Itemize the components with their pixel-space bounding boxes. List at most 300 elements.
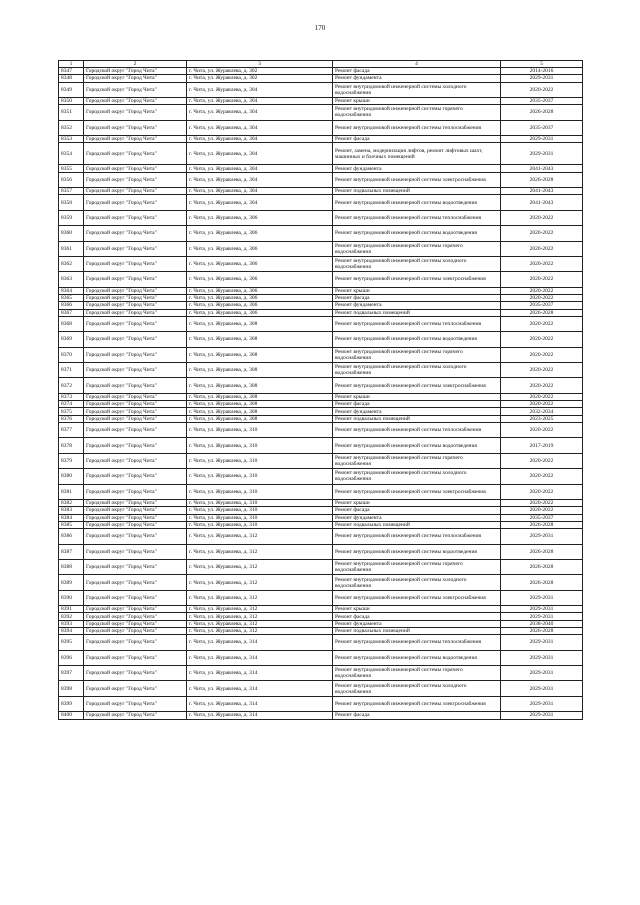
cell-period: 2020-2022 [501,507,583,514]
cell-number: 8353 [59,136,84,143]
table-row [59,408,583,415]
cell-address: г. Чита, ул. Журавлева, д. 306 [187,287,333,294]
cell-work-type: Ремонт фасада [333,712,501,719]
table-row [59,393,583,400]
cell-number: 8384 [59,514,84,521]
table-row [59,514,583,521]
cell-number: 8363 [59,272,84,287]
cell-work-type: Ремонт внутридомовой инженерной системы горячего водоснабжения [333,453,501,468]
cell-work-type: Ремонт внутридомовой инженерной системы электроснабжения [333,378,501,393]
cell-period: 2020-2022 [501,469,583,484]
cell-period: 2020-2022 [501,256,583,271]
cell-work-type: Ремонт фасада [333,68,501,75]
cell-work-type: Ремонт внутридомовой инженерной системы горячего водоснабжения [333,347,501,362]
cell-address: г. Чита, ул. Журавлева, д. 306 [187,309,333,316]
cell-number: 8379 [59,453,84,468]
table-row [59,423,583,438]
cell-work-type: Ремонт внутридомовой инженерной системы холодного водоснабжения [333,256,501,271]
cell-number: 8356 [59,172,84,187]
cell-period: 2017-2019 [501,438,583,453]
cell-number: 8357 [59,188,84,195]
header-col-address: 3 [187,61,333,68]
cell-work-type: Ремонт внутридомовой инженерной системы электроснабжения [333,696,501,711]
cell-municipality: Городской округ "Город Чита" [84,514,187,521]
cell-number: 8394 [59,628,84,635]
table-row [59,438,583,453]
table-row [59,75,583,82]
cell-period: 2029-2031 [501,529,583,544]
cell-work-type: Ремонт внутридомовой инженерной системы теплоснабжения [333,120,501,135]
cell-municipality: Городской округ "Город Чита" [84,635,187,650]
table-row [59,606,583,613]
cell-municipality: Городской округ "Город Чита" [84,469,187,484]
cell-work-type: Ремонт внутридомовой инженерной системы водоотведения [333,195,501,210]
table-row [59,332,583,347]
table-row [59,521,583,528]
cell-number: 8351 [59,105,84,120]
cell-municipality: Городской округ "Город Чита" [84,628,187,635]
cell-address: г. Чита, ул. Журавлева, д. 310 [187,521,333,528]
cell-number: 8391 [59,606,84,613]
cell-work-type: Ремонт внутридомовой инженерной системы горячего водоснабжения [333,241,501,256]
cell-period: 2029-2031 [501,666,583,681]
cell-period: 2020-2022 [501,82,583,97]
cell-work-type: Ремонт внутридомовой инженерной системы водоотведения [333,332,501,347]
table-body [59,68,583,720]
cell-number: 8358 [59,195,84,210]
cell-number: 8397 [59,666,84,681]
cell-number: 8398 [59,681,84,696]
table-row [59,696,583,711]
cell-period: 2026-2028 [501,309,583,316]
cell-period: 2035-2037 [501,120,583,135]
cell-work-type: Ремонт фасада [333,401,501,408]
cell-work-type: Ремонт внутридомовой инженерной системы теплоснабжения [333,529,501,544]
table-row [59,120,583,135]
cell-municipality: Городской округ "Город Чита" [84,332,187,347]
page-number: 170 [314,24,326,32]
cell-address: г. Чита, ул. Журавлева, д. 310 [187,453,333,468]
cell-address: г. Чита, ул. Журавлева, д. 310 [187,469,333,484]
table-row [59,650,583,665]
cell-address: г. Чита, ул. Журавлева, д. 306 [187,226,333,241]
cell-address: г. Чита, ул. Журавлева, д. 312 [187,620,333,627]
cell-period: 2026-2028 [501,559,583,574]
cell-municipality: Городской округ "Город Чита" [84,408,187,415]
cell-number: 8376 [59,415,84,422]
cell-number: 8390 [59,590,84,605]
cell-address: г. Чита, ул. Журавлева, д. 306 [187,302,333,309]
cell-work-type: Ремонт крыши [333,393,501,400]
cell-number: 8370 [59,347,84,362]
cell-number: 8354 [59,143,84,165]
cell-municipality: Городской округ "Город Чита" [84,143,187,165]
cell-work-type: Ремонт внутридомовой инженерной системы холодного водоснабжения [333,469,501,484]
cell-municipality: Городской округ "Город Чита" [84,575,187,590]
cell-municipality: Городской округ "Город Чита" [84,75,187,82]
cell-address: г. Чита, ул. Журавлева, д. 304 [187,188,333,195]
cell-address: г. Чита, ул. Журавлева, д. 314 [187,681,333,696]
table-row [59,82,583,97]
table-row [59,635,583,650]
cell-address: г. Чита, ул. Журавлева, д. 312 [187,590,333,605]
cell-work-type: Ремонт внутридомовой инженерной системы горячего водоснабжения [333,105,501,120]
cell-work-type: Ремонт крыши [333,287,501,294]
cell-number: 8377 [59,423,84,438]
cell-address: г. Чита, ул. Журавлева, д. 304 [187,105,333,120]
cell-address: г. Чита, ул. Журавлева, д. 312 [187,628,333,635]
cell-period: 2026-2028 [501,521,583,528]
cell-period: 2035-2037 [501,514,583,521]
cell-work-type: Ремонт внутридомовой инженерной системы горячего водоснабжения [333,666,501,681]
capital-repair-table [58,60,583,720]
cell-period: 2026-2028 [501,105,583,120]
cell-work-type: Ремонт внутридомовой инженерной системы водоотведения [333,544,501,559]
cell-municipality: Городской округ "Город Чита" [84,613,187,620]
cell-work-type: Ремонт внутридомовой инженерной системы электроснабжения [333,272,501,287]
cell-municipality: Городской округ "Город Чита" [84,378,187,393]
table-row [59,613,583,620]
cell-work-type: Ремонт подвальных помещений [333,309,501,316]
cell-address: г. Чита, ул. Журавлева, д. 312 [187,529,333,544]
cell-number: 8385 [59,521,84,528]
table-row [59,316,583,331]
table-row [59,559,583,574]
cell-work-type: Ремонт внутридомовой инженерной системы горячего водоснабжения [333,559,501,574]
cell-work-type: Ремонт крыши [333,606,501,613]
cell-period: 2020-2022 [501,332,583,347]
table-row [59,378,583,393]
cell-number: 8392 [59,613,84,620]
cell-number: 8372 [59,378,84,393]
cell-period: 2020-2022 [501,378,583,393]
table-row [59,68,583,75]
cell-address: г. Чита, ул. Журавлева, д. 306 [187,241,333,256]
cell-address: г. Чита, ул. Журавлева, д. 310 [187,514,333,521]
cell-period: 2029-2031 [501,136,583,143]
cell-municipality: Городской округ "Город Чита" [84,316,187,331]
cell-address: г. Чита, ул. Журавлева, д. 304 [187,136,333,143]
cell-number: 8386 [59,529,84,544]
cell-number: 8395 [59,635,84,650]
cell-municipality: Городской округ "Город Чита" [84,363,187,378]
cell-work-type: Ремонт фундамента [333,165,501,172]
table-row [59,484,583,499]
header-col-period: 5 [501,61,583,68]
table-row [59,287,583,294]
cell-period: 2041-2043 [501,195,583,210]
cell-period: 2020-2022 [501,272,583,287]
cell-municipality: Городской округ "Город Чита" [84,681,187,696]
cell-period: 2029-2031 [501,681,583,696]
cell-municipality: Городской округ "Город Чита" [84,423,187,438]
cell-work-type: Ремонт подвальных помещений [333,521,501,528]
table-row [59,469,583,484]
cell-number: 8396 [59,650,84,665]
cell-address: г. Чита, ул. Журавлева, д. 310 [187,423,333,438]
cell-municipality: Городской округ "Город Чита" [84,256,187,271]
cell-period: 2035-2037 [501,97,583,104]
table-row [59,347,583,362]
cell-address: г. Чита, ул. Журавлева, д. 310 [187,438,333,453]
cell-number: 8381 [59,484,84,499]
cell-period: 2020-2022 [501,316,583,331]
cell-address: г. Чита, ул. Журавлева, д. 306 [187,210,333,225]
cell-number: 8368 [59,316,84,331]
table-row [59,666,583,681]
cell-address: г. Чита, ул. Журавлева, д. 310 [187,507,333,514]
cell-address: г. Чита, ул. Журавлева, д. 308 [187,363,333,378]
table-row [59,453,583,468]
cell-number: 8383 [59,507,84,514]
cell-municipality: Городской округ "Город Чита" [84,188,187,195]
cell-number: 8361 [59,241,84,256]
cell-period: 2041-2043 [501,165,583,172]
table-row [59,499,583,506]
cell-number: 8366 [59,302,84,309]
cell-work-type: Ремонт, замена, модернизация лифтов, ремонт лифтовых шахт, машинных и блочных помещений [333,143,501,165]
cell-number: 8350 [59,97,84,104]
cell-municipality: Городской округ "Город Чита" [84,302,187,309]
cell-number: 8382 [59,499,84,506]
header-col-municipality: 2 [84,61,187,68]
cell-number: 8348 [59,75,84,82]
cell-period: 2026-2028 [501,575,583,590]
table-row [59,529,583,544]
cell-period: 2029-2031 [501,650,583,665]
table-row [59,712,583,719]
cell-address: г. Чита, ул. Журавлева, д. 314 [187,696,333,711]
cell-number: 8365 [59,294,84,301]
cell-municipality: Городской округ "Город Чита" [84,172,187,187]
cell-work-type: Ремонт внутридомовой инженерной системы холодного водоснабжения [333,575,501,590]
cell-period: 2014-2016 [501,68,583,75]
cell-period: 2020-2022 [501,484,583,499]
cell-number: 8375 [59,408,84,415]
cell-municipality: Городской округ "Город Чита" [84,606,187,613]
cell-work-type: Ремонт внутридомовой инженерной системы теплоснабжения [333,635,501,650]
cell-number: 8378 [59,438,84,453]
cell-period: 2020-2022 [501,294,583,301]
cell-municipality: Городской округ "Город Чита" [84,590,187,605]
cell-address: г. Чита, ул. Журавлева, д. 308 [187,408,333,415]
cell-number: 8364 [59,287,84,294]
cell-municipality: Городской округ "Город Чита" [84,499,187,506]
cell-address: г. Чита, ул. Журавлева, д. 304 [187,143,333,165]
cell-municipality: Городской округ "Город Чита" [84,165,187,172]
cell-address: г. Чита, ул. Журавлева, д. 314 [187,666,333,681]
cell-municipality: Городской округ "Город Чита" [84,620,187,627]
cell-municipality: Городской округ "Город Чита" [84,272,187,287]
cell-period: 2029-2031 [501,143,583,165]
cell-municipality: Городской округ "Город Чита" [84,226,187,241]
table-row [59,241,583,256]
cell-period: 2020-2022 [501,347,583,362]
cell-period: 2020-2022 [501,226,583,241]
cell-number: 8389 [59,575,84,590]
cell-number: 8359 [59,210,84,225]
cell-municipality: Городской округ "Город Чита" [84,210,187,225]
cell-address: г. Чита, ул. Журавлева, д. 306 [187,294,333,301]
table-row [59,195,583,210]
cell-municipality: Городской округ "Город Чита" [84,415,187,422]
cell-municipality: Городской округ "Город Чита" [84,401,187,408]
table-row [59,105,583,120]
cell-number: 8393 [59,620,84,627]
cell-work-type: Ремонт фасада [333,613,501,620]
cell-work-type: Ремонт внутридомовой инженерной системы водоотведения [333,226,501,241]
cell-work-type: Ремонт внутридомовой инженерной системы теплоснабжения [333,423,501,438]
table-row [59,256,583,271]
cell-address: г. Чита, ул. Журавлева, д. 312 [187,544,333,559]
cell-period: 2029-2031 [501,696,583,711]
cell-municipality: Городской округ "Город Чита" [84,529,187,544]
cell-address: г. Чита, ул. Журавлева, д. 310 [187,484,333,499]
cell-number: 8373 [59,393,84,400]
cell-work-type: Ремонт фасада [333,507,501,514]
cell-period: 2029-2031 [501,590,583,605]
cell-number: 8347 [59,68,84,75]
cell-address: г. Чита, ул. Журавлева, д. 308 [187,332,333,347]
table-row [59,143,583,165]
table-row [59,575,583,590]
cell-number: 8369 [59,332,84,347]
cell-address: г. Чита, ул. Журавлева, д. 308 [187,316,333,331]
cell-work-type: Ремонт фундамента [333,75,501,82]
table-row [59,628,583,635]
cell-address: г. Чита, ул. Журавлева, д. 308 [187,347,333,362]
cell-work-type: Ремонт фундамента [333,408,501,415]
table-row [59,294,583,301]
cell-period: 2026-2028 [501,628,583,635]
cell-work-type: Ремонт подвальных помещений [333,628,501,635]
cell-municipality: Городской округ "Город Чита" [84,105,187,120]
cell-municipality: Городской округ "Город Чита" [84,294,187,301]
cell-municipality: Городской округ "Город Чита" [84,82,187,97]
cell-address: г. Чита, ул. Журавлева, д. 304 [187,165,333,172]
cell-address: г. Чита, ул. Журавлева, д. 312 [187,559,333,574]
cell-number: 8371 [59,363,84,378]
table-row [59,136,583,143]
cell-number: 8387 [59,544,84,559]
cell-period: 2026-2028 [501,172,583,187]
cell-work-type: Ремонт подвальных помещений [333,415,501,422]
cell-municipality: Городской округ "Город Чита" [84,544,187,559]
cell-address: г. Чита, ул. Журавлева, д. 314 [187,635,333,650]
cell-municipality: Городской округ "Город Чита" [84,507,187,514]
cell-municipality: Городской округ "Город Чита" [84,136,187,143]
cell-municipality: Городской округ "Город Чита" [84,97,187,104]
cell-period: 2020-2022 [501,453,583,468]
cell-period: 2020-2022 [501,423,583,438]
cell-number: 8352 [59,120,84,135]
cell-number: 8374 [59,401,84,408]
cell-work-type: Ремонт внутридомовой инженерной системы водоотведения [333,650,501,665]
cell-municipality: Городской округ "Город Чита" [84,347,187,362]
table-row [59,544,583,559]
cell-address: г. Чита, ул. Журавлева, д. 308 [187,415,333,422]
cell-period: 2029-2031 [501,635,583,650]
cell-address: г. Чита, ул. Журавлева, д. 312 [187,606,333,613]
cell-work-type: Ремонт внутридомовой инженерной системы холодного водоснабжения [333,82,501,97]
cell-work-type: Ремонт внутридомовой инженерной системы электроснабжения [333,172,501,187]
cell-work-type: Ремонт внутридомовой инженерной системы теплоснабжения [333,316,501,331]
cell-municipality: Городской округ "Город Чита" [84,521,187,528]
table-row [59,226,583,241]
cell-period: 2020-2022 [501,401,583,408]
cell-period: 2032-2034 [501,408,583,415]
cell-work-type: Ремонт внутридомовой инженерной системы электроснабжения [333,484,501,499]
header-row [59,61,583,68]
cell-address: г. Чита, ул. Журавлева, д. 302 [187,75,333,82]
cell-work-type: Ремонт крыши [333,499,501,506]
table-row [59,302,583,309]
cell-period: 2020-2022 [501,287,583,294]
cell-number: 8362 [59,256,84,271]
cell-address: г. Чита, ул. Журавлева, д. 308 [187,393,333,400]
cell-work-type: Ремонт внутридомовой инженерной системы водоотведения [333,438,501,453]
cell-period: 2020-2022 [501,499,583,506]
table-row [59,165,583,172]
cell-work-type: Ремонт внутридомовой инженерной системы холодного водоснабжения [333,681,501,696]
cell-number: 8380 [59,469,84,484]
table-row [59,620,583,627]
cell-address: г. Чита, ул. Журавлева, д. 312 [187,613,333,620]
cell-address: г. Чита, ул. Журавлева, д. 302 [187,68,333,75]
cell-municipality: Городской округ "Город Чита" [84,287,187,294]
cell-number: 8399 [59,696,84,711]
table-row [59,210,583,225]
cell-work-type: Ремонт фасада [333,294,501,301]
cell-address: г. Чита, ул. Журавлева, д. 308 [187,401,333,408]
table-row [59,590,583,605]
cell-municipality: Городской округ "Город Чита" [84,438,187,453]
cell-period: 2020-2022 [501,241,583,256]
cell-period: 2029-2031 [501,613,583,620]
table-row [59,681,583,696]
cell-address: г. Чита, ул. Журавлева, д. 304 [187,120,333,135]
cell-number: 8349 [59,82,84,97]
table-row [59,188,583,195]
cell-municipality: Городской округ "Город Чита" [84,120,187,135]
cell-municipality: Городской округ "Город Чита" [84,195,187,210]
cell-number: 8388 [59,559,84,574]
cell-municipality: Городской округ "Город Чита" [84,453,187,468]
cell-work-type: Ремонт фасада [333,136,501,143]
cell-number: 8400 [59,712,84,719]
cell-address: г. Чита, ул. Журавлева, д. 310 [187,499,333,506]
cell-address: г. Чита, ул. Журавлева, д. 304 [187,97,333,104]
table-row [59,172,583,187]
cell-address: г. Чита, ул. Журавлева, д. 304 [187,82,333,97]
cell-municipality: Городской округ "Город Чита" [84,241,187,256]
cell-work-type: Ремонт фундамента [333,302,501,309]
cell-municipality: Городской округ "Город Чита" [84,666,187,681]
table-row [59,272,583,287]
table-row [59,309,583,316]
table-row [59,507,583,514]
cell-municipality: Городской округ "Город Чита" [84,712,187,719]
table-row [59,401,583,408]
cell-period: 2020-2022 [501,210,583,225]
cell-work-type: Ремонт внутридомовой инженерной системы холодного водоснабжения [333,363,501,378]
cell-work-type: Ремонт фундамента [333,514,501,521]
cell-municipality: Городской округ "Город Чита" [84,696,187,711]
cell-number: 8355 [59,165,84,172]
cell-period: 2020-2022 [501,393,583,400]
cell-municipality: Городской округ "Город Чита" [84,650,187,665]
cell-address: г. Чита, ул. Журавлева, д. 306 [187,272,333,287]
